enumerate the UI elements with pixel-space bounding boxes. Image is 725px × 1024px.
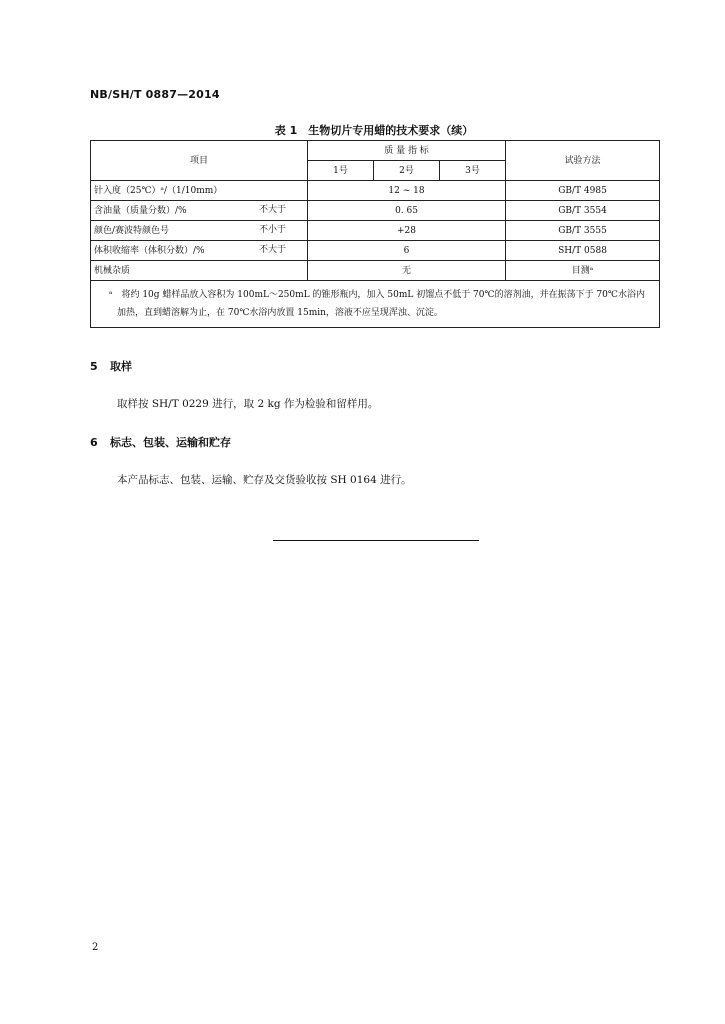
row-item bbox=[91, 261, 308, 281]
row-value: 0. 65 bbox=[308, 201, 506, 221]
header-item: 项目 bbox=[91, 141, 308, 181]
row-method: SH/T 0588 bbox=[506, 241, 660, 261]
section-number: 6 bbox=[90, 436, 98, 449]
row-item bbox=[91, 221, 308, 241]
row-item-label: 颜色/赛波特颜色号 bbox=[94, 225, 170, 236]
table-footnote-row bbox=[91, 281, 660, 328]
table-caption: 表 1 生物切片专用蜡的技术要求（续） bbox=[274, 124, 474, 137]
standard-code: NB/SH/T 0887—2014 bbox=[90, 88, 220, 101]
table-row bbox=[91, 241, 660, 261]
header-grade-1: 1号 bbox=[308, 161, 374, 181]
row-value: 无 bbox=[308, 261, 506, 281]
header-grade-2: 2号 bbox=[374, 161, 440, 181]
table-footnote: ᵃ 将约 10g 蜡样品放入容积为 100mL～250mL 的锥形瓶内，加入 50mL 初馏点不低于 70℃的溶剂油，并在振荡下于 70℃水浴内加热，直到蜡溶解为止，在 70℃水浴内放置 15min，溶液不应呈现浑浊、沉淀。 bbox=[91, 281, 660, 328]
section-5-heading bbox=[90, 358, 132, 374]
row-item bbox=[91, 241, 308, 261]
section-title: 标志、包装、运输和贮存 bbox=[110, 436, 231, 449]
header-grade-3: 3号 bbox=[440, 161, 506, 181]
header-test-method: 试验方法 bbox=[506, 141, 660, 181]
row-item-label: 体积收缩率（体积分数）/% bbox=[94, 245, 205, 256]
end-rule bbox=[273, 540, 479, 541]
spec-table bbox=[90, 140, 660, 328]
row-method: GB/T 3555 bbox=[506, 221, 660, 241]
row-value: 12 ~ 18 bbox=[308, 181, 506, 201]
section-6-heading bbox=[90, 434, 231, 450]
page-number: 2 bbox=[92, 942, 99, 953]
row-method: GB/T 4985 bbox=[506, 181, 660, 201]
row-value: +28 bbox=[308, 221, 506, 241]
table-row bbox=[91, 201, 660, 221]
section-number: 5 bbox=[90, 360, 98, 373]
row-limit: 不大于 bbox=[259, 205, 287, 215]
table-header-row bbox=[91, 141, 660, 161]
row-item bbox=[91, 201, 308, 221]
section-6-text: 本产品标志、包装、运输、贮存及交货验收按 SH 0164 进行。 bbox=[117, 474, 412, 486]
table-row bbox=[91, 221, 660, 241]
table-row bbox=[91, 261, 660, 281]
table-row bbox=[91, 181, 660, 201]
section-5-text: 取样按 SH/T 0229 进行，取 2 kg 作为检验和留样用。 bbox=[117, 398, 379, 410]
row-method: GB/T 3554 bbox=[506, 201, 660, 221]
row-method: 目测ᵃ bbox=[506, 261, 660, 281]
row-value: 6 bbox=[308, 241, 506, 261]
row-item bbox=[91, 181, 308, 201]
section-title: 取样 bbox=[110, 360, 132, 373]
row-item-label: 机械杂质 bbox=[94, 265, 131, 276]
row-item-label: 针入度（25℃）ᵃ/（1/10mm） bbox=[94, 185, 223, 196]
row-limit: 不小于 bbox=[259, 225, 287, 235]
row-limit: 不大于 bbox=[259, 245, 287, 255]
row-item-label: 含油量（质量分数）/% bbox=[94, 205, 187, 216]
header-quality-index: 质 量 指 标 bbox=[308, 141, 506, 161]
